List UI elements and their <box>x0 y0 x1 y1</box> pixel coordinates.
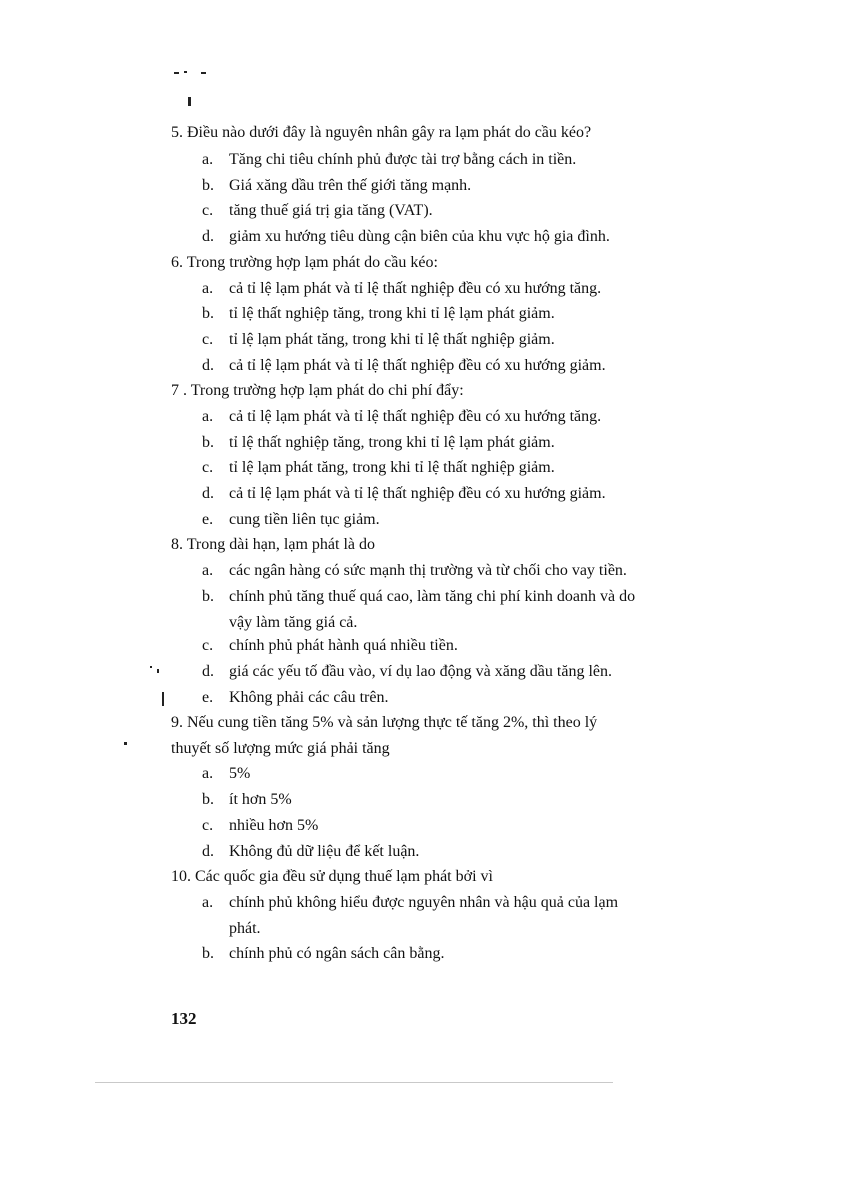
speck <box>188 97 191 106</box>
option-letter: b. <box>202 945 214 962</box>
option-letter: b. <box>202 305 214 322</box>
option-letter: c. <box>202 331 214 348</box>
footer-rule <box>95 1082 613 1083</box>
option-text: 5% <box>229 765 251 782</box>
option-text: tỉ lệ lạm phát tăng, trong khi tỉ lệ thất nghiệp giảm. <box>229 459 555 476</box>
option-letter: c. <box>202 202 214 219</box>
speck <box>124 742 127 745</box>
option-text: cả tỉ lệ lạm phát và tỉ lệ thất nghiệp đều có xu hướng tăng. <box>229 408 602 425</box>
question-stem-continued: thuyết số lượng mức giá phải tăng <box>171 740 390 757</box>
option-text: tăng thuế giá trị gia tăng (VAT). <box>229 202 433 219</box>
option-letter: b. <box>202 434 214 451</box>
speck <box>162 692 164 706</box>
option-letter: d. <box>202 228 214 245</box>
option-letter: a. <box>202 765 214 782</box>
question-stem: 9. Nếu cung tiền tăng 5% và sản lượng thực tế tăng 2%, thì theo lý <box>171 714 598 731</box>
option-letter: e. <box>202 511 214 528</box>
option-text: Giá xăng dầu trên thế giới tăng mạnh. <box>229 177 472 194</box>
option-text: chính phủ tăng thuế quá cao, làm tăng chi phí kinh doanh và do <box>229 588 636 605</box>
option-text: Không phải các câu trên. <box>229 689 389 706</box>
page-number: 132 <box>171 1009 197 1028</box>
speck <box>184 71 187 73</box>
option-text: ít hơn 5% <box>229 791 292 808</box>
option-text: chính phủ không hiểu được nguyên nhân và hậu quả của lạm <box>229 894 619 911</box>
question-stem: 7 . Trong trường hợp lạm phát do chi phí đẩy: <box>171 382 464 399</box>
option-text: các ngân hàng có sức mạnh thị trường và từ chối cho vay tiền. <box>229 562 627 579</box>
question-stem: 6. Trong trường hợp lạm phát do cầu kéo: <box>171 254 438 271</box>
option-letter: d. <box>202 357 214 374</box>
speck <box>150 666 152 668</box>
option-letter: d. <box>202 485 214 502</box>
option-text: cả tỉ lệ lạm phát và tỉ lệ thất nghiệp đều có xu hướng giảm. <box>229 357 606 374</box>
option-letter: c. <box>202 637 214 654</box>
option-text: cả tỉ lệ lạm phát và tỉ lệ thất nghiệp đều có xu hướng tăng. <box>229 280 602 297</box>
option-letter: a. <box>202 408 214 425</box>
option-letter: a. <box>202 151 214 168</box>
speck <box>157 669 159 673</box>
option-letter: e. <box>202 689 214 706</box>
option-text: Không đủ dữ liệu để kết luận. <box>229 843 420 860</box>
option-letter: c. <box>202 459 214 476</box>
option-text: cả tỉ lệ lạm phát và tỉ lệ thất nghiệp đều có xu hướng giảm. <box>229 485 606 502</box>
speck <box>174 72 179 74</box>
option-text: Tăng chi tiêu chính phủ được tài trợ bằng cách in tiền. <box>229 151 577 168</box>
option-letter: a. <box>202 894 214 911</box>
option-text-continued: phát. <box>229 920 261 937</box>
option-text: tỉ lệ thất nghiệp tăng, trong khi tỉ lệ lạm phát giảm. <box>229 434 555 451</box>
option-letter: b. <box>202 588 214 605</box>
option-text: nhiều hơn 5% <box>229 817 319 834</box>
option-letter: d. <box>202 663 214 680</box>
option-text-continued: vậy làm tăng giá cả. <box>229 614 358 631</box>
option-letter: b. <box>202 177 214 194</box>
option-text: giá các yếu tố đầu vào, ví dụ lao động và xăng dầu tăng lên. <box>229 663 612 680</box>
question-stem: 5. Điều nào dưới đây là nguyên nhân gây ra lạm phát do cầu kéo? <box>171 124 592 141</box>
option-text: chính phủ có ngân sách cân bằng. <box>229 945 445 962</box>
option-letter: a. <box>202 280 214 297</box>
option-letter: a. <box>202 562 214 579</box>
question-stem: 10. Các quốc gia đều sử dụng thuế lạm phát bởi vì <box>171 868 493 885</box>
option-text: chính phủ phát hành quá nhiều tiền. <box>229 637 458 654</box>
option-text: tỉ lệ lạm phát tăng, trong khi tỉ lệ thất nghiệp giảm. <box>229 331 555 348</box>
option-text: cung tiền liên tục giảm. <box>229 511 380 528</box>
option-letter: c. <box>202 817 214 834</box>
option-text: tỉ lệ thất nghiệp tăng, trong khi tỉ lệ lạm phát giảm. <box>229 305 555 322</box>
option-letter: d. <box>202 843 214 860</box>
speck <box>201 72 206 74</box>
option-letter: b. <box>202 791 214 808</box>
question-stem: 8. Trong dài hạn, lạm phát là do <box>171 536 375 553</box>
option-text: giảm xu hướng tiêu dùng cận biên của khu vực hộ gia đình. <box>229 228 610 245</box>
